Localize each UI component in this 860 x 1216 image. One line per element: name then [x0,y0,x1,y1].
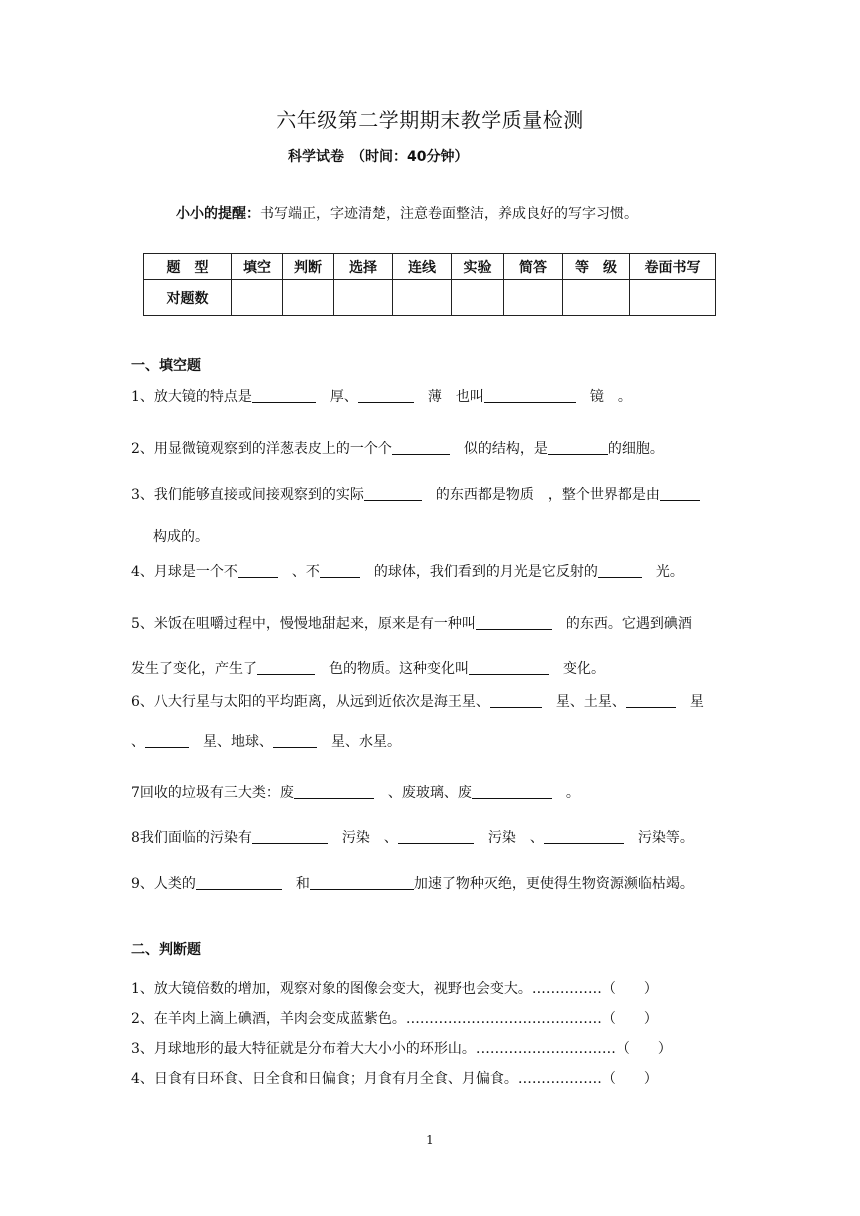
question-6 [131,691,704,711]
answer-blank[interactable] [544,829,624,844]
question-text: 2、用显微镜观察到的洋葱表皮上的一个个 [131,441,392,457]
score-header: 等 级 [563,254,630,280]
answer-blank[interactable] [320,563,360,578]
score-cell[interactable] [283,280,334,316]
question-text: 星 [675,694,704,710]
score-header: 判断 [283,254,334,280]
question-text: 加速了物种灭绝，更使得生物资源濒临枯竭。 [413,876,694,892]
question-text: 、 [131,734,145,750]
answer-blank[interactable] [469,660,549,675]
score-table-row [144,280,716,316]
page-title: 六年级第二学期期末教学质量检测 [276,108,584,132]
page-subtitle: 科学试卷 （时间：40分钟） [288,149,469,165]
score-cell[interactable] [334,280,393,316]
question-text: 5、米饭在咀嚼过程中，慢慢地甜起来，原来是有一种叫 [131,616,476,632]
score-header: 卷面书写 [630,254,716,280]
answer-blank[interactable] [358,388,414,403]
answer-blank[interactable] [472,784,552,799]
answer-blank[interactable] [484,388,576,403]
answer-blank[interactable] [392,440,450,455]
answer-blank[interactable] [626,693,676,708]
score-header: 题 型 [144,254,232,280]
question-text: 色的物质。这种变化叫 [315,661,469,677]
question-text: 的球体，我们看到的月光是它反射的 [359,564,598,580]
question-text: 和 [281,876,310,892]
question-text: 似的结构，是 [449,441,548,457]
score-table-header-row [144,254,716,280]
score-cell[interactable] [452,280,504,316]
question-text: 的东西。它遇到碘酒 [551,616,692,632]
question-text: 3、我们能够直接或间接观察到的实际 [131,487,364,503]
score-cell[interactable] [504,280,563,316]
page-number: 1 [426,1133,434,1147]
question-text: 污染等。 [623,830,694,846]
question-8 [131,827,694,847]
score-header: 实验 [452,254,504,280]
question-text: 薄 也叫 [413,389,484,405]
question-text: 。 [551,785,580,801]
question-9 [131,873,694,893]
answer-blank[interactable] [548,440,608,455]
answer-blank[interactable] [364,486,422,501]
answer-blank[interactable] [257,660,315,675]
answer-blank[interactable] [476,615,552,630]
answer-blank[interactable] [398,829,474,844]
question-text: 的细胞。 [607,441,664,457]
answer-blank[interactable] [310,875,414,890]
answer-blank[interactable] [252,829,328,844]
judgment-item-2: 2、在羊肉上滴上碘酒，羊肉会变成蓝紫色。……………………………………（ ） [131,1011,658,1027]
question-text: 镜 。 [575,389,632,405]
question-5 [131,613,692,633]
question-text: 星、地球、 [189,734,273,750]
judgment-item-4: 4、日食有日环食、日全食和日偏食；月食有月全食、月偏食。………………（ ） [131,1071,658,1087]
answer-blank[interactable] [252,388,316,403]
score-cell[interactable] [232,280,283,316]
question-text: 光。 [641,564,684,580]
question-text: 星、土星、 [541,694,626,710]
question-text: 、不 [277,564,320,580]
question-text: 发生了变化，产生了 [131,661,257,677]
question-text: 污染 、 [327,830,398,846]
question-text: 厚、 [315,389,358,405]
reminder-text: 书写端正，字迹清楚，注意卷面整洁，养成良好的写字习惯。 [260,206,638,222]
score-header: 选择 [334,254,393,280]
answer-blank[interactable] [660,486,700,501]
score-header: 填空 [232,254,283,280]
score-header: 连线 [393,254,452,280]
question-text: 9、人类的 [131,876,196,892]
question-text: 1、放大镜的特点是 [131,389,252,405]
score-cell[interactable] [393,280,452,316]
answer-blank[interactable] [490,693,542,708]
section-heading-fill-in: 一、填空题 [131,358,201,374]
question-text: 、废玻璃、废 [373,785,472,801]
answer-blank[interactable] [196,875,282,890]
answer-blank[interactable] [598,563,642,578]
answer-blank[interactable] [294,784,374,799]
answer-blank[interactable] [238,563,278,578]
score-row-label: 对题数 [144,280,232,316]
score-cell[interactable] [630,280,716,316]
question-3 [131,484,700,504]
question-text: 的东西都是物质 ，整个世界都是由 [421,487,660,503]
score-header: 简答 [504,254,563,280]
question-text: 4、月球是一个不 [131,564,238,580]
question-6-cont [131,731,401,751]
answer-blank[interactable] [145,733,189,748]
section-heading-true-false: 二、判断题 [131,942,201,958]
question-5-cont [131,658,605,678]
reminder [176,203,638,223]
question-text: 星、水星。 [317,734,401,750]
question-text: 变化。 [549,661,605,677]
score-cell[interactable] [563,280,630,316]
score-table [143,253,716,316]
answer-blank[interactable] [273,733,317,748]
question-3-cont: 构成的。 [153,529,209,545]
question-text: 7回收的垃圾有三大类：废 [131,785,294,801]
judgment-item-3: 3、月球地形的最大特征就是分布着大大小小的环形山。…………………………（ ） [131,1041,672,1057]
question-1 [131,386,632,406]
question-text: 6、八大行星与太阳的平均距离，从远到近依次是海王星、 [131,694,490,710]
judgment-item-1: 1、放大镜倍数的增加，观察对象的图像会变大，视野也会变大。……………（ ） [131,981,658,997]
reminder-label: 小小的提醒： [176,206,260,222]
question-text: 污染 、 [473,830,544,846]
question-4 [131,561,684,581]
question-text: 8我们面临的污染有 [131,830,252,846]
question-7 [131,782,580,802]
question-2 [131,438,664,458]
